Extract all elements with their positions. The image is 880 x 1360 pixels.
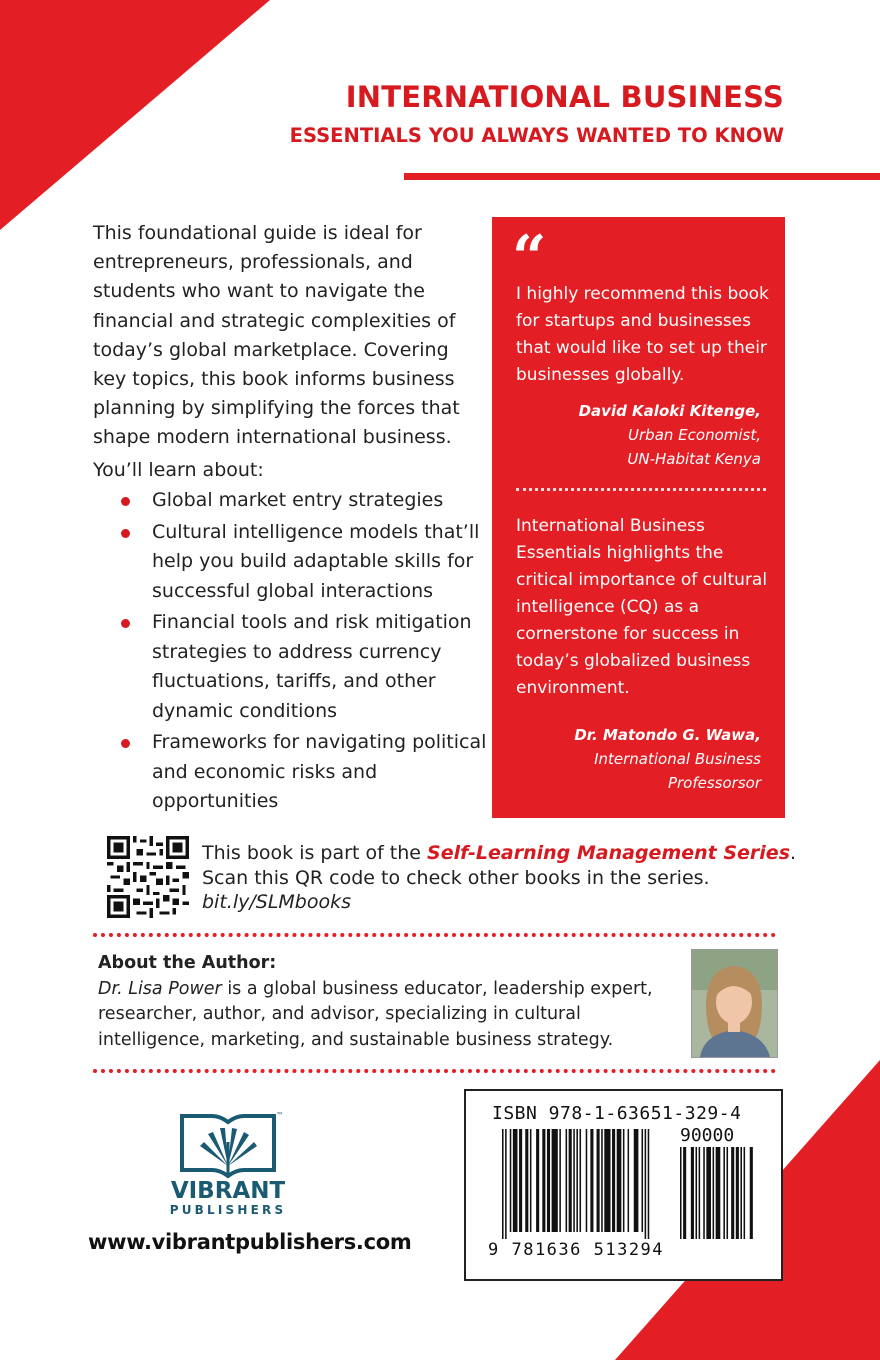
publisher-sub: PUBLISHERS [169,1203,287,1217]
dotted-divider [93,1069,776,1073]
learn-list [118,486,488,819]
testimonial-text: International Business Essentials highlights the critical importance of cultural intelligence (CQ) as a cornerstone for success in today’s globalized business environment. [516,516,768,698]
barcode-bar [727,1147,729,1239]
barcode-bar [601,1129,603,1232]
barcode-bar [547,1129,550,1232]
author-heading: About the Author: [98,953,277,973]
author-portrait-icon [692,950,777,1057]
barcode-bar [604,1129,610,1232]
list-item-text: Global market entry strategies [152,489,444,511]
barcode-bar [696,1147,698,1239]
list-item [118,518,488,607]
title-underline [404,173,880,180]
barcode-bar [519,1129,522,1232]
series-name-link[interactable]: Self-Learning Management Series [427,842,791,864]
quote-mark-icon: “ [512,223,547,293]
publisher-logo [148,1108,308,1228]
series-info [202,841,796,915]
testimonial-role: International Business [594,750,761,768]
ean-number: 9 781636 513294 [488,1240,665,1260]
barcode-bar [623,1129,625,1232]
barcode-bar [576,1129,578,1232]
barcode-bar [723,1147,725,1239]
testimonial-attribution [501,723,761,795]
testimonial-role: Urban Economist, [628,426,761,444]
barcode-bar [716,1147,721,1239]
barcode-bar [750,1147,753,1239]
list-item [118,728,488,817]
qr-code-icon[interactable] [107,836,189,918]
learn-label: You’ll learn about: [93,459,264,481]
list-item-text: Financial tools and risk mitigation strategies to address currency fluctuations, tariffs, and other dynamic conditions [152,611,472,722]
barcode-bar [542,1129,545,1232]
barcode-bar [699,1147,701,1239]
testimonial-attribution [501,399,761,471]
barcode-bar [530,1129,532,1232]
author-name: Dr. Lisa Power [98,978,222,999]
bullet-dot-icon [121,619,130,628]
barcode-bar [502,1129,504,1239]
barcode-bar [706,1147,711,1239]
barcode-bar [642,1129,644,1232]
list-item-text: Cultural intelligence models that’ll help you build adaptable skills for successful global interactions [152,520,480,602]
about-author [98,951,678,1053]
barcode-bar [612,1129,615,1232]
barcode-bar [731,1147,734,1239]
barcode-bar [683,1147,686,1239]
bullet-dot-icon [121,739,130,748]
barcode-bar [680,1147,682,1239]
barcode-bar [536,1129,539,1232]
barcode-bar [586,1129,588,1232]
series-line-1 [202,841,796,866]
list-item-text: Frameworks for navigating political and economic risks and opportunities [152,731,487,812]
testimonial-divider [516,488,766,491]
barcode-bar [580,1129,582,1232]
barcode-bar [634,1129,639,1232]
barcode-bar [740,1147,742,1239]
barcode-bar [703,1147,705,1239]
barcode-bar [597,1129,600,1232]
bullet-dot-icon [121,529,130,538]
barcode-bar [590,1129,593,1232]
dotted-divider [93,933,776,937]
series-suffix: . [790,842,797,864]
barcode-bar [691,1147,694,1239]
price-addon-number: 90000 [680,1125,735,1146]
addon-barcode-icon [680,1147,760,1239]
testimonial-org: Professorsor [667,774,761,792]
testimonial-name: Dr. Matondo G. Wawa, [574,726,761,744]
barcode-bar [648,1129,650,1239]
isbn-text: ISBN 978-1-63651-329-4 [492,1103,742,1124]
author-photo [691,949,778,1058]
list-item [118,486,488,516]
trademark-mark: ™ [276,1111,284,1120]
book-subtitle: ESSENTIALS YOU ALWAYS WANTED TO KNOW [289,124,784,147]
testimonial-name: David Kaloki Kitenge, [578,402,761,420]
barcode-bar [744,1147,746,1239]
testimonial-org: UN-Habitat Kenya [627,450,761,468]
barcode-bar [513,1129,518,1232]
barcode-bar [573,1129,575,1232]
barcode-bar [525,1129,528,1232]
book-title: INTERNATIONAL BUSINESS [345,80,784,114]
barcode-bar [736,1147,739,1239]
ean-barcode-icon [502,1129,672,1239]
barcode-bar [569,1129,572,1232]
barcode-bar [559,1129,561,1232]
barcode-bar [645,1129,647,1239]
series-prefix: This book is part of the [202,842,428,864]
barcode-bar [628,1129,630,1232]
author-bio [98,977,678,1054]
barcode-bar [552,1129,558,1232]
testimonial-text: I highly recommend this book for startups and businesses that would like to set up their businesses globally. [516,284,769,385]
title-block [290,80,784,147]
series-url-link[interactable]: bit.ly/SLMbooks [202,891,352,913]
publisher-name: VIBRANT [170,1178,286,1204]
barcode-bar [617,1129,622,1232]
testimonial-box [492,217,785,818]
author-bio-text: is a global business educator, leadership expert, researcher, author, and advisor, specializing in cultural intelligence, marketing, and sustainable business strategy. [98,978,653,1050]
barcode-bar [510,1129,512,1232]
barcode-box [464,1089,783,1281]
top-left-corner-triangle [0,0,270,230]
series-line-2: Scan this QR code to check other books in the series. [202,866,710,889]
barcode-bar [505,1129,507,1239]
intro-paragraph: This foundational guide is ideal for entrepreneurs, professionals, and students who want to navigate the financial and strategic complexities of today’s global marketplace. Covering key topics, this book informs business planning by simplifying the forces that shape modern international business. [93,222,460,449]
list-item [118,608,488,726]
barcode-bar [566,1129,568,1232]
barcode-bar [713,1147,715,1239]
bullet-dot-icon [121,497,130,506]
publisher-website-link[interactable]: www.vibrantpublishers.com [88,1230,412,1254]
